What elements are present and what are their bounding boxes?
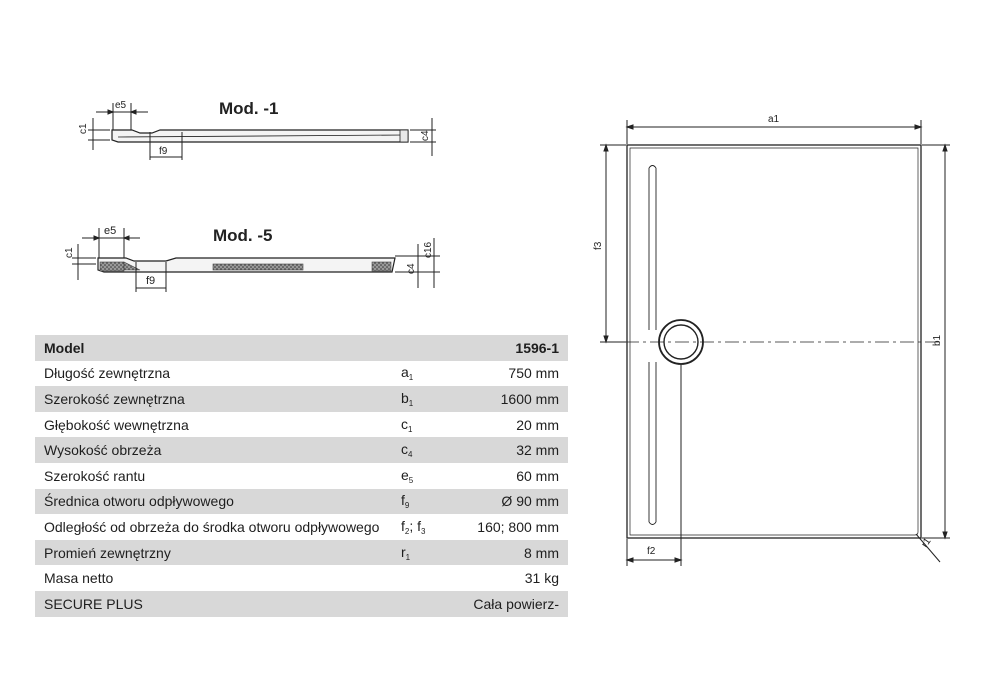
plan-a1-label: a1 <box>768 114 780 125</box>
table-row: Szerokość rantu $e_5$ 60 mm <box>44 466 559 485</box>
plan-view <box>593 114 950 566</box>
plan-f3-label: f3 <box>593 241 604 250</box>
plan-f2-label: f2 <box>647 546 656 557</box>
table-row: Promień zewnętrzny $r_1$ 8 mm <box>35 540 568 566</box>
mod1-c1-label: c1 <box>78 123 89 134</box>
mod5-c16-label: c16 <box>423 241 434 258</box>
table-row: Głębokość wewnętrzna $c_1$ 20 mm <box>44 415 559 434</box>
table-header-row <box>35 335 568 361</box>
plan-r1-label: r1 <box>919 536 934 550</box>
mod5-f9-label: f9 <box>146 275 156 287</box>
mod5-section <box>64 225 440 292</box>
table-row: Odległość od obrzeża do środka otworu odpływowego $f_2$; $f_3$ 160; 800 mm <box>44 517 559 536</box>
plan-b1-label: b1 <box>932 334 943 346</box>
table-row: Długość zewnętrzna $a_1$ 750 mm <box>44 364 559 383</box>
mod5-title: Mod. -5 <box>213 226 273 245</box>
table-row: Masa netto 31 kg <box>44 570 559 587</box>
mod1-title: Mod. -1 <box>219 99 279 118</box>
header-value: 1596-1 <box>460 335 568 361</box>
mod1-e5-label: e5 <box>115 100 127 111</box>
table-row: Wysokość obrzeża $c_4$ 32 mm <box>35 437 568 463</box>
mod5-c1-label: c1 <box>64 247 75 258</box>
mod5-e5-label: e5 <box>104 225 117 237</box>
table-row: SECURE PLUS Cała powierz- <box>35 591 568 617</box>
mod1-c4-label: c4 <box>420 130 431 141</box>
table-row: Szerokość zewnętrzna $b_1$ 1600 mm <box>35 386 568 412</box>
mod5-c4-label: c4 <box>406 263 417 274</box>
header-label: Model <box>35 335 401 361</box>
mod1-section <box>78 99 436 160</box>
spec-table <box>35 335 568 617</box>
mod1-f9-label: f9 <box>159 146 168 157</box>
table-row: Średnica otworu odpływowego $f_9$ Ø 90 mm <box>35 489 568 515</box>
